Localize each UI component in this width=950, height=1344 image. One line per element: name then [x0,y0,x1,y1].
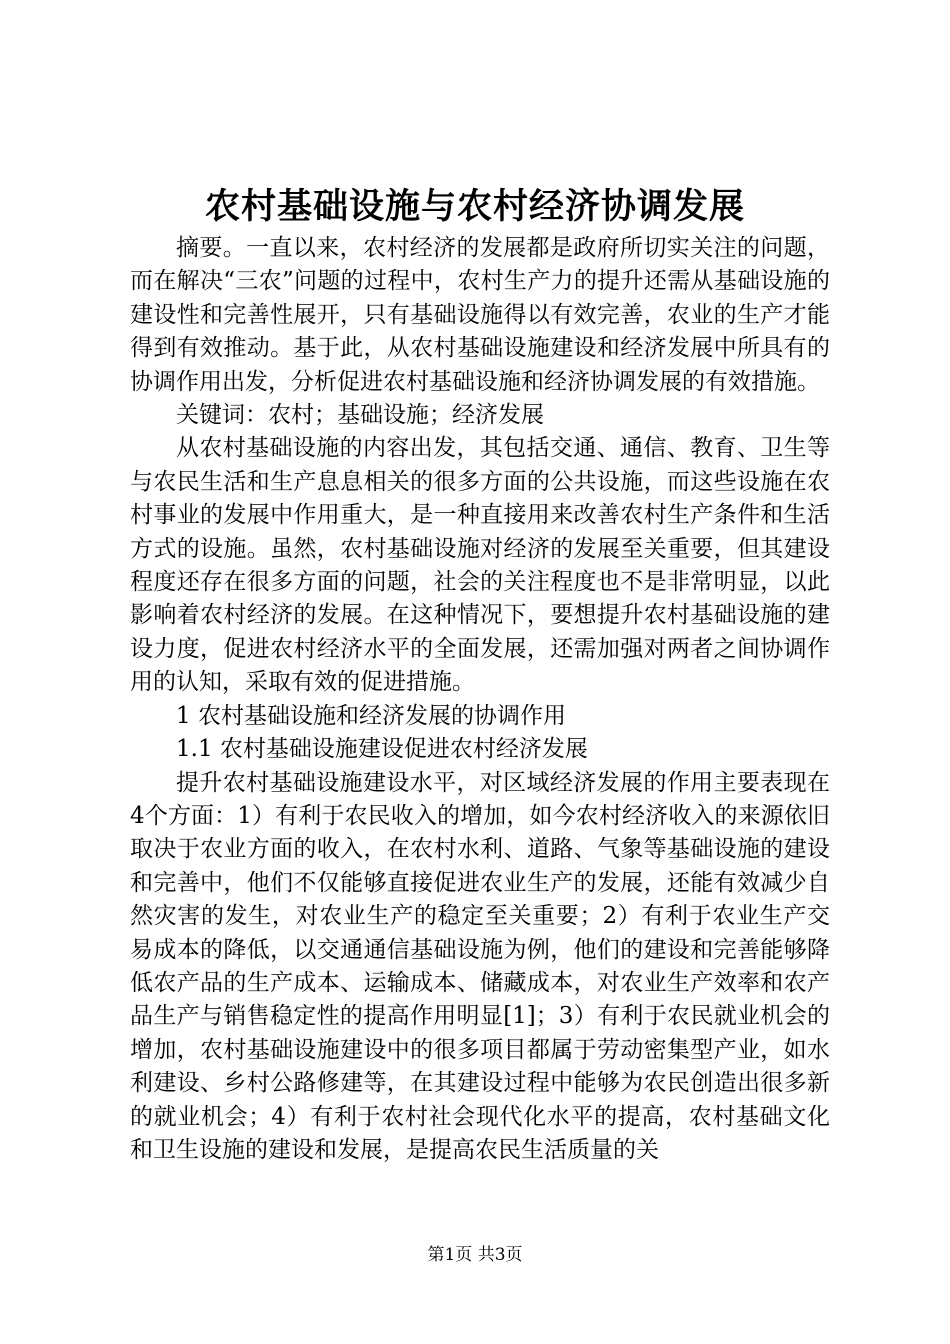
document-body [130,232,830,1167]
keywords-paragraph: 关键词：农村；基础设施；经济发展 [176,402,544,429]
document-title: 农村基础设施与农村经济协调发展 [204,186,745,227]
abstract-paragraph: 摘要。一直以来，农村经济的发展都是政府所切实关注的问题，而在解决“三农”问题的过程中，农村生产力的提升还需从基础设施的建设性和完善性展开，只有基础设施得以有效完善，农业的生产才能得到有效推动。基于此，从农村基础设施建设和经济发展中所具有的协调作用出发，分析促进农村基础设施和经济协调发展的有效措施。 [130,235,830,395]
body-paragraph: 提升农村基础设施建设水平，对区域经济发展的作用主要表现在4个方面：1）有利于农民收入的增加，如今农村经济收入的来源依旧取决于农业方面的收入，在农村水利、道路、气象等基础设施的建设和完善中，他们不仅能够直接促进农业生产的发展，还能有效减少自然灾害的发生，对农业生产的稳定至关重要；2）有利于农业生产交易成本的降低，以交通通信基础设施为例，他们的建设和完善能够降低农产品的生产成本、运输成本、储藏成本，对农业生产效率和农产品生产与销售稳定性的提高作用明显[1]；3）有利于农民就业机会的增加，农村基础设施建设中的很多项目都属于劳动密集型产业，如水利建设、乡村公路修建等，在其建设过程中能够为农民创造出很多新的就业机会；4）有利于农村社会现代化水平的提高，农村基础文化和卫生设施的建设和发展，是提高农民生活质量的关 [130,769,830,1163]
section-heading: 1 农村基础设施和经济发展的协调作用 [176,702,566,729]
subsection-heading: 1.1 农村基础设施建设促进农村经济发展 [176,736,588,763]
intro-paragraph: 从农村基础设施的内容出发，其包括交通、通信、教育、卫生等与农民生活和生产息息相关的很多方面的公共设施，而这些设施在农村事业的发展中作用重大，是一种直接用来改善农村生产条件和生活方式的设施。虽然，农村基础设施对经济的发展至关重要，但其建设程度还存在很多方面的问题，社会的关注程度也不是非常明显，以此影响着农村经济的发展。在这种情况下，要想提升农村基础设施的建设力度，促进农村经济水平的全面发展，还需加强对两者之间协调作用的认知，采取有效的促进措施。 [130,435,830,696]
page-footer: 第1页 共3页 [427,1245,523,1265]
